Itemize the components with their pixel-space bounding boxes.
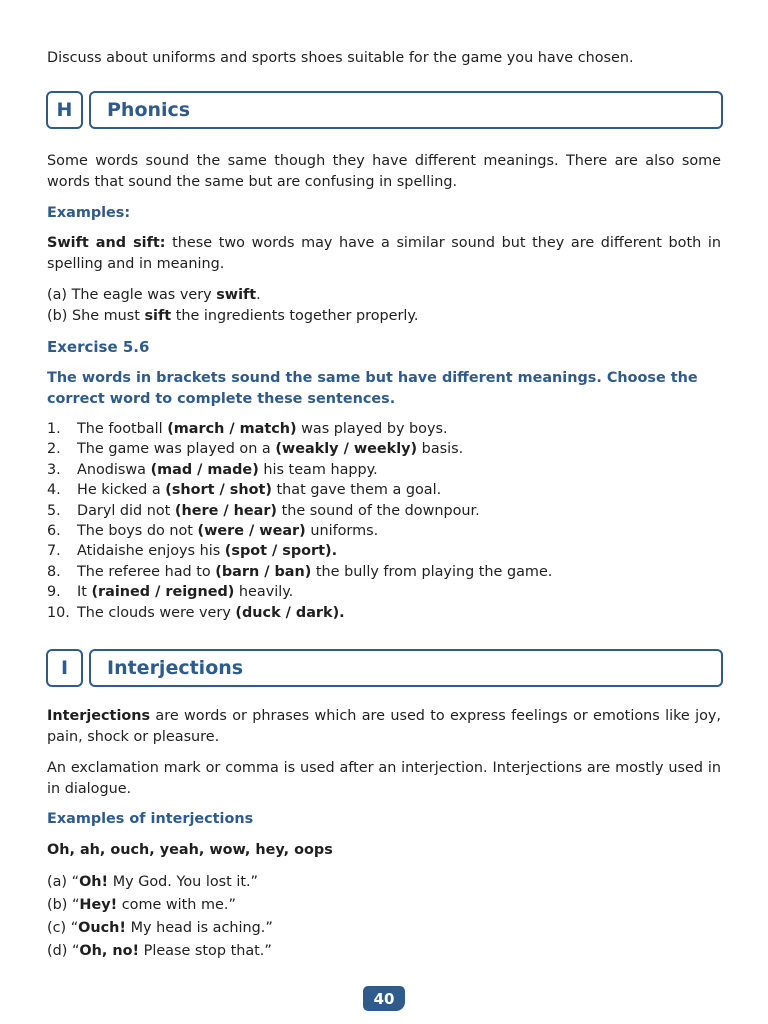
- exercise-item: [47, 501, 721, 521]
- swift-sift-description: these two words may have a similar sound but they are different both in spelling and in meaning.: [47, 235, 721, 272]
- swift-sift-term: Swift and sift:: [47, 235, 166, 251]
- interjections-paragraph-2: An exclamation mark or comma is used after an interjection. Interjections are mostly used in in dialogue.: [47, 760, 721, 797]
- example-b-bold: sift: [144, 308, 172, 324]
- interjection-example-a: [47, 871, 721, 894]
- exercise-instruction: The words in brackets sound the same but have different meanings. Choose the correct word to complete these sentences.: [47, 370, 698, 407]
- ij-a-bold: Oh!: [79, 874, 109, 890]
- swift-sift-paragraph: [47, 233, 721, 274]
- exercise-item-options: (here / hear): [174, 502, 277, 519]
- section-title-interjections: Interjections: [89, 649, 723, 687]
- phonics-example-b: [47, 306, 721, 327]
- exercise-item-options: (spot / sport).: [224, 543, 338, 560]
- exercise-item-number: 9.: [47, 584, 61, 601]
- exercise-item-text-end: was played by boys.: [296, 421, 448, 437]
- ij-c-pre: (c) “: [47, 920, 79, 936]
- exercise-item-text: Anodiswa: [77, 461, 151, 478]
- ij-b-bold: Hey!: [79, 897, 118, 913]
- exercise-item-options: (were / wear): [197, 523, 306, 540]
- exercise-item-text: Daryl did not: [77, 502, 175, 519]
- section-title-phonics: Phonics: [89, 91, 723, 129]
- ij-b-post: come with me.”: [117, 897, 236, 913]
- exercise-item: [47, 521, 721, 541]
- exercise-item-text-end: basis.: [417, 441, 464, 458]
- exercise-item-text-end: the bully from playing the game.: [311, 563, 553, 580]
- exercise-item-text: The game was played on a: [77, 441, 276, 458]
- exercise-item-number: 5.: [47, 502, 61, 519]
- page-number: 40: [363, 986, 405, 1011]
- exercise-item-text-end: uniforms.: [305, 523, 379, 540]
- example-b-post: the ingredients together properly.: [171, 308, 419, 324]
- exercise-item-number: 6.: [47, 523, 61, 540]
- exercise-item: [47, 460, 721, 480]
- exercise-item-text: He kicked a: [77, 482, 166, 499]
- exercise-item-number: 8.: [47, 563, 61, 580]
- ij-c-post: My head is aching.”: [126, 920, 273, 936]
- exercise-item: [47, 480, 721, 500]
- example-a-bold: swift: [216, 287, 257, 303]
- ij-b-pre: (b) “: [47, 897, 80, 913]
- exercise-item-text: Atidaishe enjoys his: [77, 543, 225, 560]
- section-header-interjections: [46, 649, 723, 687]
- section-letter-i: I: [46, 649, 83, 687]
- exercise-item-options: (rained / reigned): [91, 584, 235, 601]
- exercise-item-text: The clouds were very: [77, 604, 236, 621]
- exercise-item-options: (mad / made): [150, 461, 259, 478]
- exercise-item-options: (march / match): [167, 421, 297, 437]
- phonics-example-a: [47, 285, 721, 306]
- interjections-examples-label: Examples of interjections: [47, 811, 254, 827]
- phonics-paragraph: Some words sound the same though they have different meanings. There are also some words that sound the same but are confusing in spelling.: [47, 153, 721, 190]
- exercise-item-number: 2.: [47, 441, 61, 458]
- phonics-examples-label: Examples:: [47, 205, 131, 221]
- exercise-item-number: 1.: [47, 421, 61, 437]
- exercise-item-text: The referee had to: [77, 563, 216, 580]
- interjections-list: Oh, ah, ouch, yeah, wow, hey, oops: [47, 842, 333, 858]
- exercise-item-number: 4.: [47, 482, 61, 499]
- exercise-item-text-end: heavily.: [234, 584, 294, 601]
- exercise-item: [47, 562, 721, 582]
- exercise-item-text: It: [77, 584, 92, 601]
- ij-c-bold: Ouch!: [78, 920, 126, 936]
- exercise-item: [47, 419, 721, 439]
- exercise-item-number: 7.: [47, 543, 61, 560]
- interjection-examples: [47, 871, 721, 963]
- intro-text: Discuss about uniforms and sports shoes suitable for the game you have chosen.: [47, 50, 634, 66]
- example-b-pre: (b) She must: [47, 308, 145, 324]
- ij-d-pre: (d) “: [47, 943, 80, 959]
- interjections-definition: [47, 706, 721, 747]
- example-a-pre: (a) The eagle was very: [47, 287, 217, 303]
- exercise-item: [47, 439, 721, 459]
- exercise-item-number: 3.: [47, 461, 61, 478]
- exercise-item-number: 10.: [47, 604, 70, 621]
- exercise-item: [47, 582, 721, 602]
- interjection-example-c: [47, 917, 721, 940]
- interjection-example-d: [47, 940, 721, 963]
- ij-d-post: Please stop that.”: [139, 943, 272, 959]
- exercise-item-text-end: the sound of the downpour.: [277, 502, 480, 519]
- ij-a-post: My God. You lost it.”: [108, 874, 259, 890]
- exercise-item-options: (short / shot): [165, 482, 272, 499]
- exercise-item: [47, 603, 721, 623]
- exercise-item-options: (duck / dark).: [235, 604, 345, 621]
- section-header-phonics: [46, 91, 723, 129]
- exercise-list: [47, 419, 721, 623]
- exercise-title: Exercise 5.6: [47, 338, 150, 356]
- interjections-term: Interjections: [47, 708, 151, 724]
- exercise-item-text: The football: [77, 421, 168, 437]
- exercise-item-options: (weakly / weekly): [275, 441, 418, 458]
- exercise-item-text-end: his team happy.: [258, 461, 378, 478]
- exercise-item: [47, 541, 721, 561]
- exercise-item-options: (barn / ban): [215, 563, 312, 580]
- interjection-example-b: [47, 894, 721, 917]
- example-a-post: .: [256, 287, 261, 303]
- interjections-def: are words or phrases which are used to express feelings or emotions like joy, pain, shock or pleasure.: [47, 708, 721, 745]
- section-letter-h: H: [46, 91, 83, 129]
- ij-d-bold: Oh, no!: [79, 943, 140, 959]
- exercise-item-text-end: that gave them a goal.: [271, 482, 442, 499]
- ij-a-pre: (a) “: [47, 874, 80, 890]
- exercise-item-text: The boys do not: [77, 523, 198, 540]
